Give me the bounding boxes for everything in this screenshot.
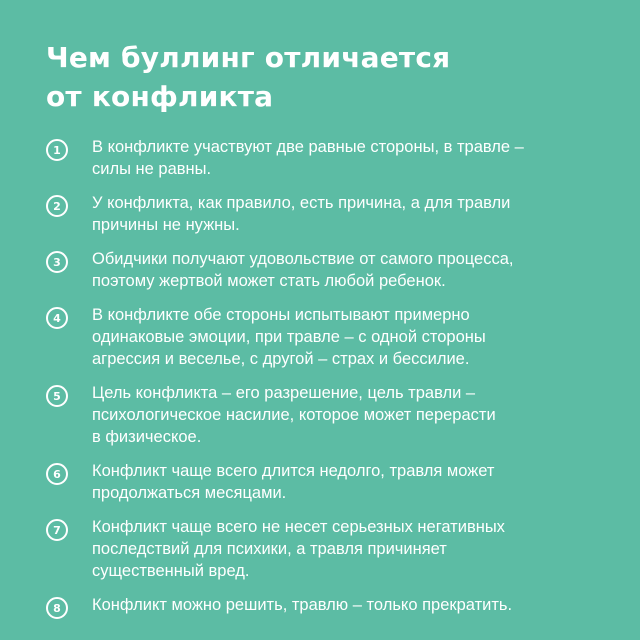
list-item — [46, 304, 600, 370]
number-badge: 4 — [46, 307, 68, 329]
list-item — [46, 516, 600, 582]
number-badge: 8 — [46, 597, 68, 619]
list-item — [46, 248, 600, 292]
item-text: Обидчики получают удовольствие от самого процесса, поэтому жертвой может стать любой ребенок. — [92, 250, 514, 290]
item-text: В конфликте обе стороны испытывают примерно одинаковые эмоции, при травле – с одной стороны агрессия и веселье, с другой – страх и бессилие. — [92, 306, 486, 368]
number-badge: 7 — [46, 519, 68, 541]
title-line-1: Чем буллинг отличается — [46, 41, 451, 74]
number-badge: 3 — [46, 251, 68, 273]
number-badge: 2 — [46, 195, 68, 217]
item-text: У конфликта, как правило, есть причина, а для травли причины не нужны. — [92, 194, 511, 234]
list-item — [46, 460, 600, 504]
item-text: Конфликт можно решить, травлю – только прекратить. — [92, 596, 513, 614]
list-item — [46, 594, 600, 619]
comparison-list — [46, 136, 600, 619]
item-text: Конфликт чаще всего длится недолго, травля может продолжаться месяцами. — [92, 462, 495, 502]
number-badge: 1 — [46, 139, 68, 161]
list-item — [46, 136, 600, 180]
page-title — [46, 38, 600, 116]
number-badge: 6 — [46, 463, 68, 485]
item-text: В конфликте участвуют две равные стороны, в травле – силы не равны. — [92, 138, 524, 178]
list-item — [46, 382, 600, 448]
item-text: Конфликт чаще всего не несет серьезных негативных последствий для психики, а травля причиняет существенный вред. — [92, 518, 505, 580]
title-line-2: от конфликта — [46, 80, 274, 113]
list-item — [46, 192, 600, 236]
item-text: Цель конфликта – его разрешение, цель травли – психологическое насилие, которое может перерасти в физическое. — [92, 384, 496, 446]
number-badge: 5 — [46, 385, 68, 407]
